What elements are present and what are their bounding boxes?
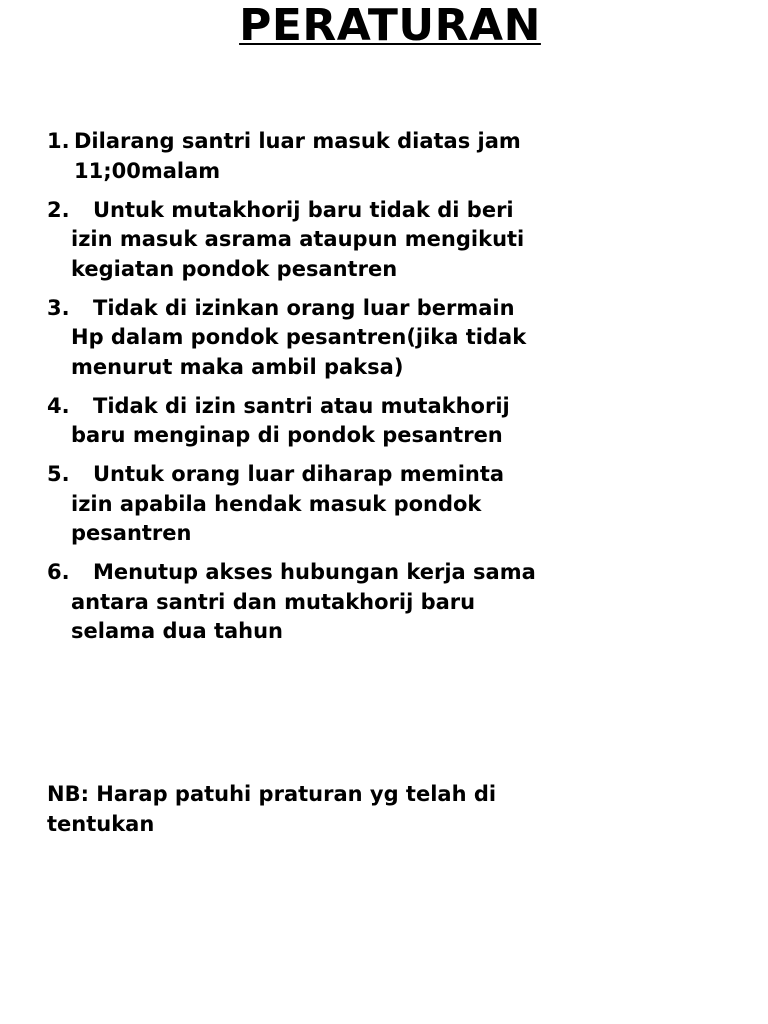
rule-text: Menutup akses hubungan kerja sama antara santri dan mutakhorij baru selama dua tahun xyxy=(71,560,536,643)
rule-item-2 xyxy=(47,196,547,285)
rule-item-1 xyxy=(47,127,547,186)
rule-text: Untuk orang luar diharap meminta izin apabila hendak masuk pondok pesantren xyxy=(71,462,505,545)
rule-text: Untuk mutakhorij baru tidak di beri izin masuk asrama ataupun mengikuti kegiatan pondok pesantren xyxy=(71,197,525,281)
rule-item-6 xyxy=(47,558,547,647)
rule-item-5 xyxy=(47,460,547,549)
footnote: NB: Harap patuhi praturan yg telah di tentukan xyxy=(47,782,497,836)
rule-number: 5. xyxy=(47,462,70,486)
rule-text: Tidak di izinkan orang luar bermain Hp dalam pondok pesantren(jika tidak menurut maka ambil paksa) xyxy=(71,295,527,379)
rule-text: Tidak di izin santri atau mutakhorij baru menginap di pondok pesantren xyxy=(71,393,510,447)
rule-item-4 xyxy=(47,392,547,451)
rule-number: 1. xyxy=(47,129,70,153)
rule-item-3 xyxy=(47,294,547,383)
page-title: PERATURAN xyxy=(239,0,541,51)
rule-number: 2. xyxy=(47,197,70,222)
rule-number: 6. xyxy=(47,560,70,584)
rules-list xyxy=(47,127,547,656)
rule-text: Dilarang santri luar masuk diatas jam 11;00malam xyxy=(74,129,521,183)
rule-number: 4. xyxy=(47,393,70,418)
rule-number: 3. xyxy=(47,295,70,320)
